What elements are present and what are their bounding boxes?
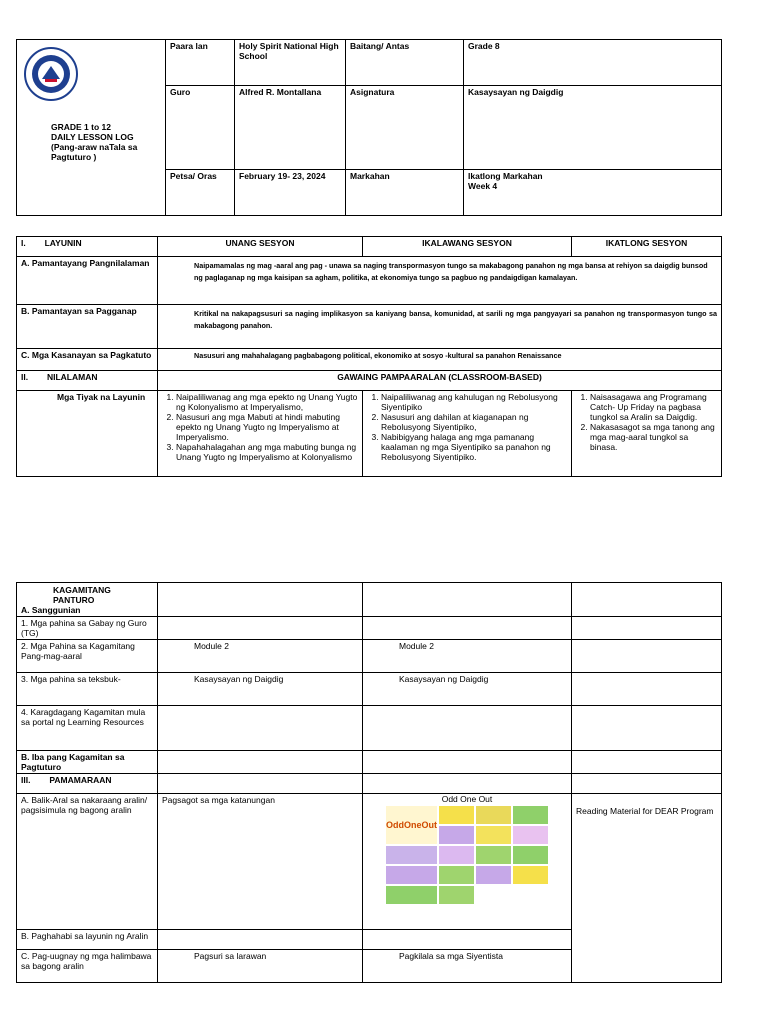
iba-pang-kagamitan-label: B. Iba pang Kagamitan sa Pagtuturo <box>17 751 158 774</box>
objective-item: 1. Naipaliliwanag ang kahulugan ng Rebolusyong Siyentipiko <box>381 392 567 412</box>
image-tile <box>439 806 474 824</box>
paaralan-label: Paara lan <box>166 40 235 86</box>
image-tile <box>476 846 511 864</box>
header-table <box>16 39 722 216</box>
module-unang: Module 2 <box>158 640 363 673</box>
guro-value: Alfred R. Montallana <box>235 86 346 170</box>
kagamitang-panturo-label <box>17 583 158 617</box>
image-tile <box>476 826 511 844</box>
odd-one-out-logo: OddOneOut <box>386 806 437 844</box>
objective-item: 2. Nakasasagot sa mga tanong ang mga mag-aaral tungkol sa binasa. <box>590 422 717 452</box>
col-unang-sesyon: UNANG SESYON <box>158 237 363 257</box>
image-tile <box>476 806 511 824</box>
baitang-value: Grade 8 <box>464 40 722 86</box>
unang-sesyon-objectives <box>158 391 363 477</box>
pag-uugnay-label: C. Pag-uugnay ng mga halimbawa sa bagong aralin <box>17 950 158 983</box>
image-tile <box>513 866 548 884</box>
pahina-kagamitan-label: 2. Mga Pahina sa Kagamitang Pang-mag-aaral <box>17 640 158 673</box>
objective-item: 2. Nasusuri ang mga Mabuti at hindi mabuting epekto ng Unang Yugto ng Imperyalismo at Imperyalismo. <box>176 412 358 442</box>
teksbuk-unang: Kasaysayan ng Daigdig <box>158 673 363 706</box>
col-ikalawang-sesyon: IKALAWANG SESYON <box>363 237 572 257</box>
markahan-label: Markahan <box>346 170 464 216</box>
layunin-table <box>16 236 722 477</box>
kagamitang-panturo-text: KAGAMITANG PANTURO <box>53 585 111 605</box>
image-tile <box>513 806 548 824</box>
guro-label: Guro <box>166 86 235 170</box>
baitang-label: Baitang/ Antas <box>346 40 464 86</box>
col-ikatlong-sesyon: IKATLONG SESYON <box>572 237 722 257</box>
markahan-value: Ikatlong Markahan Week 4 <box>464 170 722 216</box>
gawaing-pampaaralan: GAWAING PAMPAARALAN (CLASSROOM-BASED) <box>158 371 722 391</box>
objective-item: 3. Nabibigyang halaga ang mga pamanang kaalaman ng mga Siyentipiko sa panahon ng Rebolusyong Siyentipiko. <box>381 432 567 462</box>
kasanayan-label: C. Mga Kasanayan sa Pagkatuto <box>17 349 158 371</box>
objective-item: 2. Nasusuri ang dahilan at kiaganapan ng Rebolusyong Siyentipiko, <box>381 412 567 432</box>
objective-item: 3. Napahahalagahan ang mga mabuting bunga ng Unang Yugto ng Imperyalismo at Kolonyalismo <box>176 442 358 462</box>
paghahabi-label: B. Paghahabi sa layunin ng Aralin <box>17 930 158 950</box>
tiyak-na-layunin-label: Mga Tiyak na Layunin <box>17 391 158 477</box>
sanggunian-label: A. Sanggunian <box>21 605 81 615</box>
image-tile <box>386 846 437 864</box>
image-tile <box>386 886 437 904</box>
deped-seal-icon <box>23 46 79 102</box>
section-pamamaraan: III. PAMAMARAAN <box>17 774 158 794</box>
image-tile <box>439 886 474 904</box>
asignatura-label: Asignatura <box>346 86 464 170</box>
teksbuk-ikalawang: Kasaysayan ng Daigdig <box>363 673 572 706</box>
section-layunin: I. LAYUNIN <box>17 237 158 257</box>
image-tile <box>386 866 437 884</box>
petsa-value: February 19- 23, 2024 <box>235 170 346 216</box>
reading-material: Reading Material for DEAR Program <box>572 794 722 983</box>
objective-item: 1. Naipaliliwanag ang mga epekto ng Unang Yugto ng Kolonyalismo at Imperyalismo, <box>176 392 358 412</box>
pahina-gabay-guro-label: 1. Mga pahina sa Gabay ng Guro (TG) <box>17 617 158 640</box>
header-logo-cell <box>17 40 166 216</box>
balik-aral-unang: Pagsagot sa mga katanungan <box>158 794 363 930</box>
lesson-log-title: GRADE 1 to 12 DAILY LESSON LOG (Pang-araw naTala sa Pagtuturo ) <box>51 122 138 162</box>
pahina-teksbuk-label: 3. Mga pahina sa teksbuk- <box>17 673 158 706</box>
pagsuri-larawan: Pagsuri sa larawan <box>158 950 363 983</box>
petsa-label: Petsa/ Oras <box>166 170 235 216</box>
ikalawang-sesyon-objectives <box>363 391 572 477</box>
pagkilala-siyentista: Pagkilala sa mga Siyentista <box>363 950 572 983</box>
kasanayan-text: Nasusuri ang mahahalagang pagbabagong political, ekonomiko at sosyo -kultural sa panahon Renaissance <box>158 349 722 371</box>
odd-one-out-cell <box>363 794 572 930</box>
ikatlong-sesyon-objectives <box>572 391 722 477</box>
paaralan-value: Holy Spirit National High School <box>235 40 346 86</box>
pamantayang-pangnilalaman-label: A. Pamantayang Pangnilalaman <box>17 257 158 305</box>
image-tile <box>513 846 548 864</box>
image-tile <box>439 846 474 864</box>
odd-one-out-image <box>386 806 548 904</box>
pamantayan-pagganap-text: Kritikal na nakapagsusuri sa naging implikasyon sa kaniyang bansa, komunidad, at sarili ng mga pangyayari sa panahon ng transpormasyon tungo sa makabagong panahon. <box>158 305 722 349</box>
karagdagang-kagamitan-label: 4. Karagdagang Kagamitan mula sa portal ng Learning Resources <box>17 706 158 751</box>
objective-item: 1. Naisasagawa ang Programang Catch- Up Friday na pagbasa tungkol sa Aralin sa Daigdig. <box>590 392 717 422</box>
balik-aral-label: A. Balik-Aral sa nakaraang aralin/ pagsisimula ng bagong aralin <box>17 794 158 930</box>
asignatura-value: Kasaysayan ng Daigdig <box>464 86 722 170</box>
section-nilalaman: II. NILALAMAN <box>17 371 158 391</box>
kagamitan-table <box>16 582 722 983</box>
image-tile <box>476 866 511 884</box>
module-ikalawang: Module 2 <box>363 640 572 673</box>
image-tile <box>439 826 474 844</box>
image-tile <box>439 866 474 884</box>
pamantayang-pangnilalaman-text: Naipamamalas ng mag -aaral ang pag - unawa sa naging transpormasyon tungo sa makabagong panahon ng mga bansa at rehiyon sa daigdig bunsod ng paglaganap ng mga kaisipan sa agham, politika, at ekonomiya tungo sa pagbuo ng pandaigdigan kamalayan. <box>158 257 722 305</box>
pamantayan-pagganap-label: B. Pamantayan sa Pagganap <box>17 305 158 349</box>
odd-one-out-title: Odd One Out <box>441 794 493 804</box>
image-tile <box>513 826 548 844</box>
